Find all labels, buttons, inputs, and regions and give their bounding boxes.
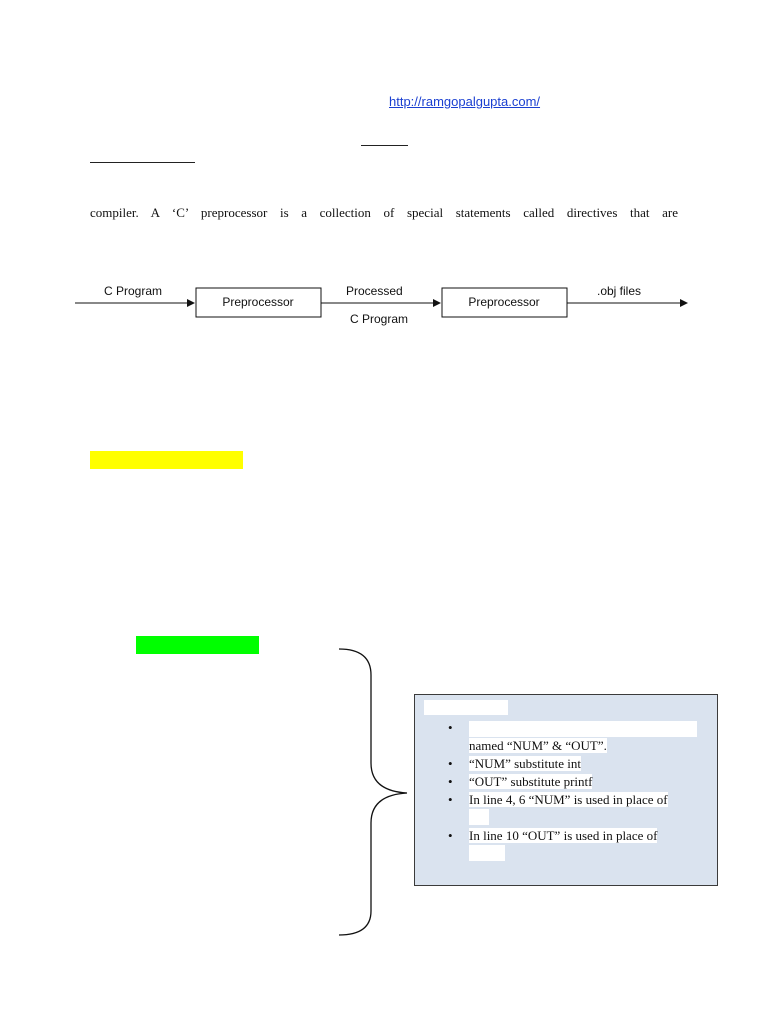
list-item-text: named “NUM” & “OUT”. xyxy=(469,738,607,753)
middle-label-top: Processed xyxy=(346,284,403,298)
explanation-box xyxy=(414,694,718,886)
list-item-continuation xyxy=(445,845,715,863)
list-item xyxy=(445,773,715,791)
header-link[interactable]: http://ramgopalgupta.com/ xyxy=(389,94,541,109)
green-highlight xyxy=(136,636,259,654)
bullet-icon: • xyxy=(448,792,453,807)
intro-text-line: compiler. A ‘C’ preprocessor is a collection of special statements called directives that are xyxy=(90,205,678,220)
section-underline xyxy=(90,162,195,163)
output-label: .obj files xyxy=(597,284,642,298)
explanation-list xyxy=(445,719,715,863)
list-item-highlight xyxy=(469,809,489,825)
yellow-highlight xyxy=(90,451,243,469)
list-item xyxy=(445,827,715,845)
box-title-highlight xyxy=(424,700,508,715)
curly-brace xyxy=(335,645,415,940)
list-item-continuation xyxy=(445,809,715,827)
list-item-highlight xyxy=(469,721,697,737)
bullet-icon: • xyxy=(448,720,453,735)
list-item xyxy=(445,791,715,809)
preprocessor-flow-diagram xyxy=(0,270,768,340)
list-item-text: In line 10 “OUT” is used in place of xyxy=(469,828,658,843)
list-item-text: “OUT” substitute printf xyxy=(469,774,593,789)
list-item xyxy=(445,719,715,737)
input-label: C Program xyxy=(104,284,163,298)
bullet-icon: • xyxy=(448,828,453,843)
bullet-icon: • xyxy=(448,756,453,771)
list-item-text: In line 4, 6 “NUM” is used in place of xyxy=(469,792,668,807)
bullet-icon: • xyxy=(448,774,453,789)
list-item-text: “NUM” substitute int xyxy=(469,756,581,771)
list-item-highlight xyxy=(469,845,505,861)
stage1-label: Preprocessor xyxy=(222,295,294,309)
list-item-continuation xyxy=(445,737,715,755)
title-underline xyxy=(361,145,408,146)
list-item xyxy=(445,755,715,773)
middle-label-bottom: C Program xyxy=(350,312,409,326)
stage2-label: Preprocessor xyxy=(468,295,540,309)
